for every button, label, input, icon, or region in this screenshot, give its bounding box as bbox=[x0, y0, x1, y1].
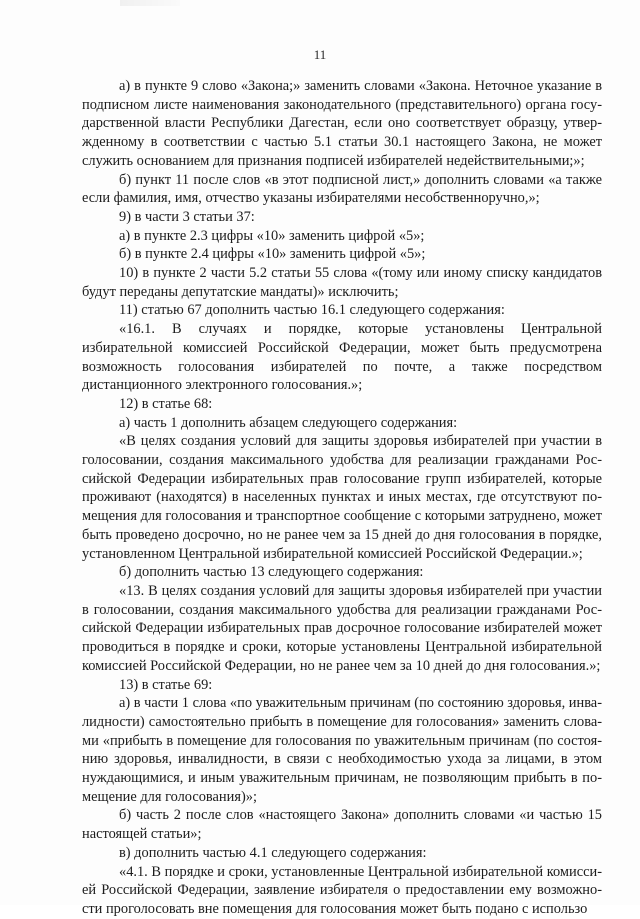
paragraph: «В целях создания условий для защиты здоровья избирателей при участии в голосовании, создания максимального удобства для реализации гражданами Российской Федерации избирательных прав голосование групп избирателей, которые проживают (находятся) в населенных пунктах и иных местах, где отсутствуют помещения для голосования и транспортное сообщение с которыми затруднено, может быть проведено досрочно, но не ранее чем за 15 дней до дня голосования в порядке, установленном Центральной избирательной комиссией Российской Федерации.»; bbox=[82, 433, 602, 562]
paragraph: «4.1. В порядке и сроки, установленные Центральной избирательной комиссией Российской Федерации, заявление избирателя о предоставлении ему возможности проголосовать вне помещения для голосования может быть подано с использо bbox=[82, 863, 602, 917]
paragraph: б) дополнить частью 13 следующего содержания: bbox=[119, 564, 424, 581]
paragraph: б) в пункте 2.4 цифры «10» заменить цифрой «5»; bbox=[119, 246, 426, 263]
paragraph: в) дополнить частью 4.1 следующего содержания: bbox=[119, 844, 427, 861]
paragraph: 13) в статье 69: bbox=[119, 676, 213, 693]
paragraph: б) пункт 11 после слов «в этот подписной лист,» дополнить словами «а также если фамилия, имя, отчество указаны избирателями несобственноручно,»; bbox=[82, 171, 602, 207]
paragraph: 9) в части 3 статьи 37: bbox=[119, 208, 255, 225]
paragraph: 12) в статье 68: bbox=[119, 395, 213, 412]
paragraph: 11) статью 67 дополнить частью 16.1 следующего содержания: bbox=[119, 302, 505, 319]
paragraph: а) в пункте 9 слово «Закона;» заменить словами «Закона. Неточное указание в подписном листе наименования законодательного (представительного) органа государственной власти Республики Дагестан, если оно соответствует образцу, утвержденному в соответствии с частью 5.1 статьи 30.1 настоящего Закона, не может служить основанием для признания подписей избирателей недействительными;»; bbox=[82, 78, 602, 169]
scan-artifact bbox=[120, 0, 180, 6]
page-number: 11 bbox=[313, 47, 327, 62]
paragraph: «13. В целях создания условий для защиты здоровья избирателей при участии в голосовании, создания максимального удобства для реализации гражданами Российской Федерации избирательных прав досрочное голосование избирателей может проводиться в порядке и сроки, которые установлены Центральной избирательной комиссией Российской Федерации, но не ранее чем за 10 дней до дня голосования.»; bbox=[82, 582, 602, 674]
document-body bbox=[82, 77, 602, 919]
paragraph: а) в части 1 слова «по уважительным причинам (по состоянию здоровья, инвалидности) самостоятельно прибыть в помещение для голосования» заменить словами «прибыть в помещение для голосования по уважительным причинам (по состоянию здоровья, инвалидности, в связи с необходимостью ухода за лицами, в этом нуждающимися, и иным уважительным причинам, не позволяющим прибыть в помещение для голосования)»; bbox=[82, 695, 602, 805]
paragraph: а) часть 1 дополнить абзацем следующего содержания: bbox=[119, 414, 458, 431]
paragraph: б) часть 2 после слов «настоящего Закона» дополнить словами «и частью 15 настоящей статьи»; bbox=[82, 807, 602, 843]
paragraph: 10) в пункте 2 части 5.2 статьи 55 слова «(тому или иному списку кандидатов будут переданы депутатские мандаты)» исключить; bbox=[82, 265, 602, 300]
paragraph: «16.1. В случаях и порядке, которые установлены Центральной избирательной комиссией Российской Федерации, может быть предусмотрена возможность голосования избирателей по почте, а также посредством дистанционного электронного голосования.»; bbox=[82, 321, 602, 394]
paragraph: а) в пункте 2.3 цифры «10» заменить цифрой «5»; bbox=[119, 227, 425, 244]
